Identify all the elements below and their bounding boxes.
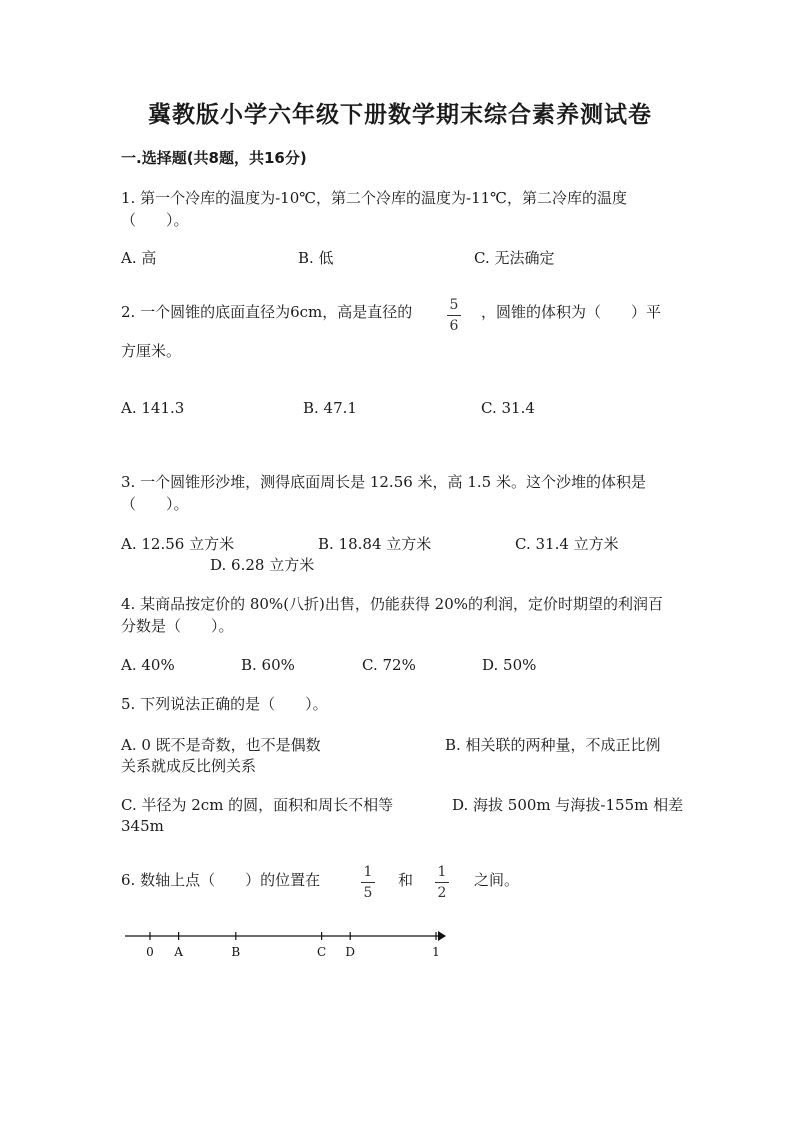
q2-fraction (444, 297, 464, 334)
q1-text-line2: （ ）。 (121, 211, 189, 229)
page-title: 冀教版小学六年级下册数学期末综合素养测试卷 (148, 102, 652, 128)
q5-option-b-line1: B. 相关联的两种量，不成正比例 (445, 736, 661, 754)
q6-text-mid: 和 (398, 871, 414, 889)
q4-text-line1: 4. 某商品按定价的 80%(八折)出售，仍能获得 20%的利润，定价时期望的利润百 (121, 595, 664, 613)
q2-fraction-denominator: 6 (449, 318, 459, 334)
q2-option-a: A. 141.3 (121, 399, 185, 417)
q3-text-line2: （ ）。 (121, 495, 189, 513)
q3-option-b: B. 18.84 立方米 (318, 535, 432, 553)
q1-text-line1: 1. 第一个冷库的温度为-10℃，第二个冷库的温度为-11℃，第二冷库的温度 (121, 189, 627, 207)
q5-option-d-line1: D. 海拔 500m 与海拔-155m 相差 (452, 796, 684, 814)
q1-option-a: A. 高 (121, 249, 157, 267)
q5-text: 5. 下列说法正确的是（ ）。 (121, 695, 328, 713)
q5-option-b-line2: 关系就成反比例关系 (121, 757, 257, 775)
q6-text-after: 之间。 (474, 871, 520, 889)
q4-option-a: A. 40% (121, 656, 175, 674)
number-line-label-B: B (231, 945, 241, 959)
q5-option-a: A. 0 既不是奇数，也不是偶数 (121, 736, 321, 754)
q3-option-c: C. 31.4 立方米 (515, 535, 619, 553)
q4-option-d: D. 50% (482, 656, 537, 674)
q2-option-b: B. 47.1 (303, 399, 357, 417)
q6-fraction-2 (432, 864, 452, 901)
q6-fraction-2-denominator: 2 (437, 885, 447, 901)
q5-option-d-line2: 345m (121, 817, 164, 835)
number-line-label-A: A (174, 945, 183, 959)
q6-fraction-1-numerator: 1 (363, 864, 373, 880)
q3-option-a: A. 12.56 立方米 (121, 535, 235, 553)
q2-text-after: ，圆锥的体积为（ ）平 (481, 303, 662, 321)
q6-fraction-1-denominator: 5 (363, 885, 373, 901)
q1-option-c: C. 无法确定 (474, 249, 555, 267)
number-line-arrow-icon (438, 931, 446, 941)
q4-text-line2: 分数是（ ）。 (121, 617, 234, 635)
number-line (120, 920, 450, 970)
q4-option-b: B. 60% (241, 656, 295, 674)
q6-fraction-1 (358, 864, 378, 901)
number-line-label-1: 1 (432, 945, 440, 959)
section-heading: 一.选择题(共8题，共16分) (121, 149, 307, 167)
q5-option-c: C. 半径为 2cm 的圆，面积和周长不相等 (121, 796, 394, 814)
q2-fraction-numerator: 5 (449, 297, 459, 313)
number-line-label-C: C (317, 945, 327, 959)
number-line-label-D: D (345, 945, 356, 959)
fraction-bar (361, 882, 375, 883)
q6-fraction-2-numerator: 1 (437, 864, 447, 880)
fraction-bar (447, 315, 461, 316)
q2-option-c: C. 31.4 (481, 399, 535, 417)
fraction-bar (435, 882, 449, 883)
q1-option-b: B. 低 (298, 249, 334, 267)
q3-option-d: D. 6.28 立方米 (210, 556, 315, 574)
q3-text-line1: 3. 一个圆锥形沙堆，测得底面周长是 12.56 米，高 1.5 米。这个沙堆的体积是 (121, 473, 646, 491)
number-line-label-0: 0 (146, 945, 154, 959)
q4-option-c: C. 72% (362, 656, 416, 674)
q2-text-line2: 方厘米。 (121, 342, 182, 360)
q6-text-before: 6. 数轴上点（ ）的位置在 (121, 871, 321, 889)
q2-text-before: 2. 一个圆锥的底面直径为6cm，高是直径的 (121, 303, 413, 321)
